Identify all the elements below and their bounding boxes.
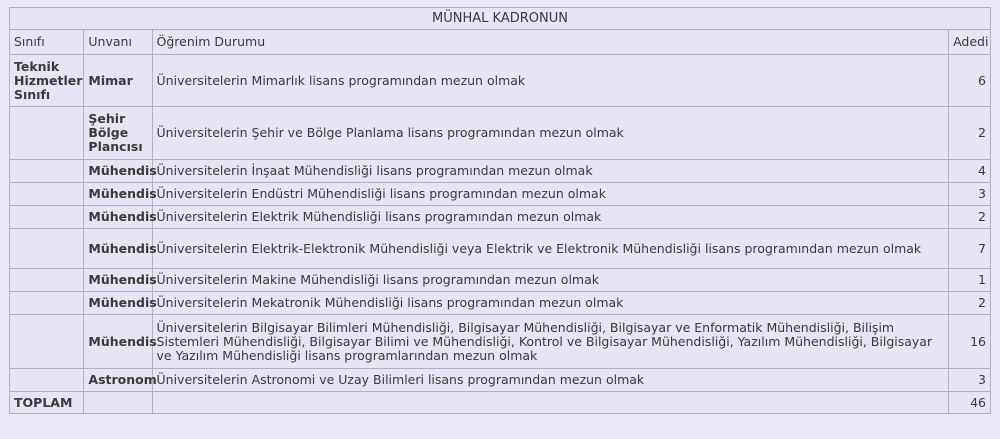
- cell-ogrenim: Üniversitelerin Mimarlık lisans programından mezun olmak: [152, 55, 949, 107]
- table-row: [10, 55, 991, 107]
- cell-ogrenim: Üniversitelerin İnşaat Mühendisliği lisans programından mezun olmak: [152, 160, 949, 183]
- cell-adedi: 2: [949, 292, 991, 315]
- cell-unvani: Mühendis: [84, 160, 152, 183]
- vacancy-table-container: [9, 7, 991, 414]
- cell-adedi: 16: [949, 315, 991, 369]
- cell-adedi: 4: [949, 160, 991, 183]
- cell-ogrenim: Üniversitelerin Astronomi ve Uzay Bilimleri lisans programından mezun olmak: [152, 369, 949, 392]
- cell-adedi: 3: [949, 369, 991, 392]
- cell-sinifi: [10, 206, 84, 229]
- cell-unvani: Mühendis: [84, 206, 152, 229]
- cell-ogrenim: Üniversitelerin Makine Mühendisliği lisans programından mezun olmak: [152, 269, 949, 292]
- cell-sinifi: [10, 315, 84, 369]
- cell-sinifi: [10, 183, 84, 206]
- cell-sinifi: [10, 369, 84, 392]
- cell-sinifi: [10, 107, 84, 160]
- header-ogrenim: Öğrenim Durumu: [152, 30, 949, 55]
- cell-unvani: Mühendis: [84, 292, 152, 315]
- cell-sinifi: Teknik Hizmetler Sınıfı: [10, 55, 84, 107]
- cell-sinifi: [10, 292, 84, 315]
- table-row: [10, 369, 991, 392]
- table-row: [10, 315, 991, 369]
- cell-ogrenim: Üniversitelerin Bilgisayar Bilimleri Mühendisliği, Bilgisayar Mühendisliği, Bilgisayar ve Enformatik Mühendisliği, Bilişim Sistemleri Mühendisliği, Bilgisayar Bilimi ve Mühendisliği, Kontrol ve Bilgisayar Mühendisliği, Yazılım Mühendisliği, Bilgisayar ve Yazılım Mühendisliği lisans programlarından mezun olmak: [152, 315, 949, 369]
- table-row: [10, 292, 991, 315]
- cell-unvani: Mühendis: [84, 269, 152, 292]
- total-empty-cell: [84, 392, 152, 414]
- table-row: [10, 229, 991, 269]
- cell-unvani: Astronom: [84, 369, 152, 392]
- total-value: 46: [949, 392, 991, 414]
- table-row: [10, 183, 991, 206]
- cell-ogrenim: Üniversitelerin Elektrik-Elektronik Mühendisliği veya Elektrik ve Elektronik Mühendisliği lisans programından mezun olmak: [152, 229, 949, 269]
- cell-adedi: 1: [949, 269, 991, 292]
- cell-adedi: 2: [949, 107, 991, 160]
- total-row: [10, 392, 991, 414]
- cell-adedi: 6: [949, 55, 991, 107]
- cell-adedi: 7: [949, 229, 991, 269]
- total-empty-cell: [152, 392, 949, 414]
- cell-ogrenim: Üniversitelerin Şehir ve Bölge Planlama lisans programından mezun olmak: [152, 107, 949, 160]
- cell-unvani: Şehir Bölge Plancısı: [84, 107, 152, 160]
- cell-unvani: Mühendis: [84, 315, 152, 369]
- cell-adedi: 3: [949, 183, 991, 206]
- table-row: [10, 107, 991, 160]
- header-sinifi: Sınıfı: [10, 30, 84, 55]
- table-title: MÜNHAL KADRONUN: [10, 8, 991, 30]
- table-row: [10, 160, 991, 183]
- table-title-row: [10, 8, 991, 30]
- cell-ogrenim: Üniversitelerin Mekatronik Mühendisliği lisans programından mezun olmak: [152, 292, 949, 315]
- table-header-row: [10, 30, 991, 55]
- cell-unvani: Mühendis: [84, 183, 152, 206]
- cell-unvani: Mimar: [84, 55, 152, 107]
- cell-adedi: 2: [949, 206, 991, 229]
- header-adedi: Adedi: [949, 30, 991, 55]
- cell-sinifi: [10, 269, 84, 292]
- header-unvani: Unvanı: [84, 30, 152, 55]
- total-label: TOPLAM: [10, 392, 84, 414]
- table-row: [10, 269, 991, 292]
- vacancy-table: [9, 7, 991, 414]
- table-row: [10, 206, 991, 229]
- cell-ogrenim: Üniversitelerin Elektrik Mühendisliği lisans programından mezun olmak: [152, 206, 949, 229]
- cell-ogrenim: Üniversitelerin Endüstri Mühendisliği lisans programından mezun olmak: [152, 183, 949, 206]
- cell-sinifi: [10, 229, 84, 269]
- cell-unvani: Mühendis: [84, 229, 152, 269]
- cell-sinifi: [10, 160, 84, 183]
